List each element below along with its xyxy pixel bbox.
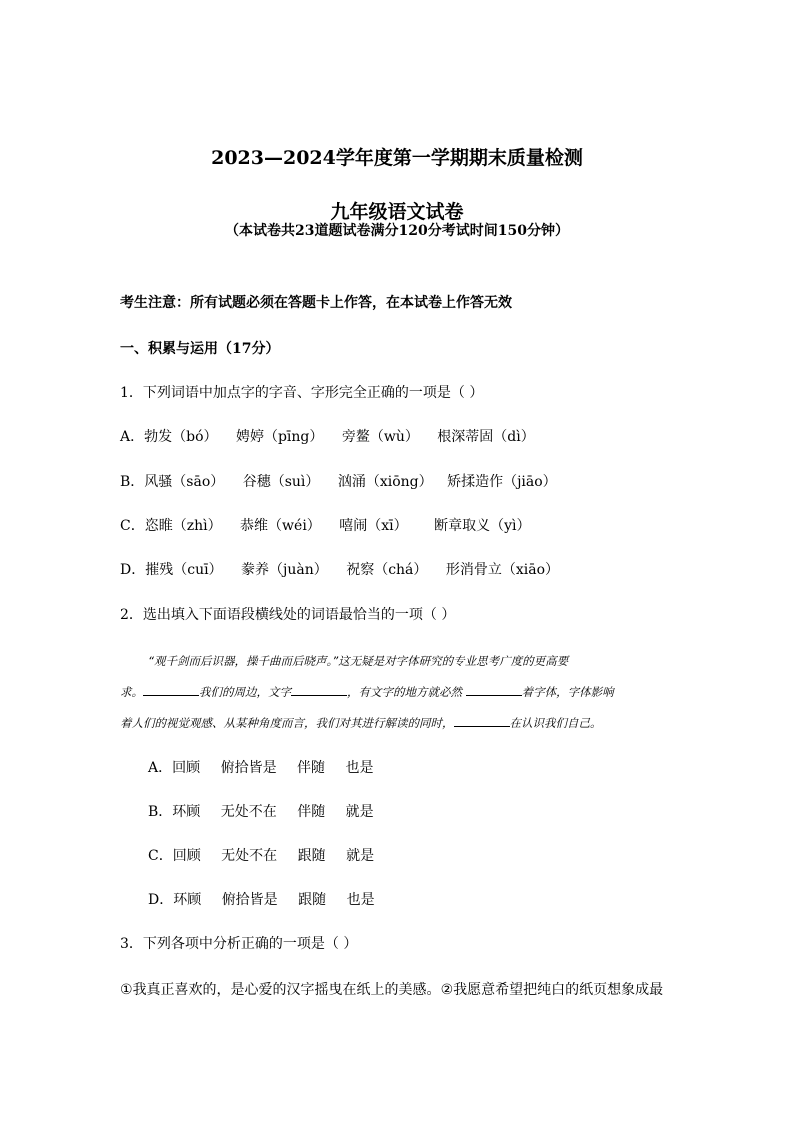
blank-2: [291, 684, 347, 696]
section-heading: 一、积累与运用（17分）: [120, 341, 280, 357]
q1-d-2: 豢养（juàn）: [241, 562, 328, 578]
q1-a-3: 旁鳌（wù）: [341, 429, 419, 445]
blank-1: [143, 684, 199, 696]
q1-a-4: 根深蒂固（dì）: [437, 429, 535, 445]
blank-3: [466, 684, 522, 696]
q2-d-1: D．环顾: [148, 892, 202, 908]
q2-c-2: 无处不在: [221, 848, 278, 864]
blank-4: [454, 715, 510, 727]
q1-b-1: B．风骚（sāo）: [120, 474, 225, 490]
q2-d-3: 跟随: [298, 892, 327, 908]
q2-passage-line-3: [120, 714, 680, 732]
q1-d-1: D．摧残（cuī）: [120, 562, 223, 578]
q1-option-a: [120, 428, 535, 446]
q2-option-d: [148, 891, 375, 909]
q2-a-3: 伴随: [297, 760, 326, 776]
q1-d-4: 形消骨立（xiāo）: [445, 562, 560, 578]
q2-a-4: 也是: [345, 760, 374, 776]
q1-d-3: 祝察（chá）: [346, 562, 428, 578]
q2-passage-text-1: “观千剑而后识器，操千曲而后晓声。”这无疑是对字体研究的专业思考广度的更高要: [148, 654, 569, 668]
q1-option-d: [120, 561, 559, 579]
q1-b-2: 谷穗（suì）: [242, 474, 320, 490]
exam-title: 2023—2024学年度第一学期期末质量检测: [211, 147, 583, 169]
question-3-stem: 3．下列各项中分析正确的一项是（ ）: [120, 936, 358, 952]
q2-b-3: 伴随: [297, 804, 326, 820]
q3-sentence-2: 我愿意希望把纯白的纸页想象成最: [453, 982, 664, 998]
q3-sentence-1: 我真正喜欢的，是心爱的汉字摇曳在纸上的美感。: [132, 982, 441, 998]
q2-passage-line-2: [120, 683, 680, 701]
q2-passage-text-3a: 着人们的视觉观感、从某种角度而言，我们对其进行解读的同时，: [120, 716, 454, 730]
q2-option-a: [148, 759, 373, 777]
q2-passage-text-2d: 着字体，字体影响: [521, 685, 614, 699]
q2-b-1: B．环顾: [148, 804, 201, 820]
q1-option-b: [120, 473, 557, 491]
q1-c-1: C．恣睢（zhì）: [120, 518, 222, 534]
exam-info: （本试卷共23道题试卷满分120分考试时间150分钟）: [225, 223, 569, 239]
q2-passage-text-2c: ，有文字的地方就必然: [347, 685, 466, 699]
q2-a-1: A．回顾: [148, 760, 201, 776]
q2-b-2: 无处不在: [220, 804, 277, 820]
q1-c-2: 恭维（wéi）: [240, 518, 321, 534]
q1-c-3: 嘻闹（xī）: [339, 518, 408, 534]
q2-d-4: 也是: [346, 892, 375, 908]
q2-passage-line-1: [148, 652, 708, 670]
q1-b-3: 汹涌（xiōng）: [337, 474, 433, 490]
question-2-stem: 2．选出填入下面语段横线处的词语最恰当的一项（ ）: [120, 607, 456, 623]
q2-c-1: C．回顾: [148, 848, 201, 864]
question-1-stem: 1．下列词语中加点字的字音、字形完全正确的一项是（ ）: [120, 385, 484, 401]
q3-text: [120, 981, 663, 999]
circled-number-1: ①: [120, 982, 133, 998]
q2-a-2: 俯拾皆是: [220, 760, 277, 776]
q2-passage-text-2a: 求。: [120, 685, 143, 699]
q1-a-2: 娉婷（pīng）: [235, 429, 324, 445]
exam-subtitle: 九年级语文试卷: [330, 201, 464, 223]
exam-notice: 考生注意：所有试题必须在答题卡上作答，在本试卷上作答无效: [120, 295, 512, 311]
q2-passage-text-3b: 在认识我们自己。: [509, 716, 602, 730]
q2-option-b: [148, 803, 374, 821]
q2-passage-text-2b: 我们的周边，文字: [199, 685, 291, 699]
q2-option-c: [148, 847, 374, 865]
q2-c-4: 就是: [346, 848, 375, 864]
q1-b-4: 矫揉造作（jiāo）: [447, 474, 557, 490]
q1-option-c: [120, 517, 530, 535]
q2-b-4: 就是: [345, 804, 374, 820]
q2-d-2: 俯拾皆是: [221, 892, 278, 908]
circled-number-2: ②: [440, 982, 454, 998]
q1-c-4: 断章取义（yì）: [434, 518, 531, 534]
q2-c-3: 跟随: [297, 848, 326, 864]
q1-a-1: A．勃发（bó）: [120, 429, 218, 445]
